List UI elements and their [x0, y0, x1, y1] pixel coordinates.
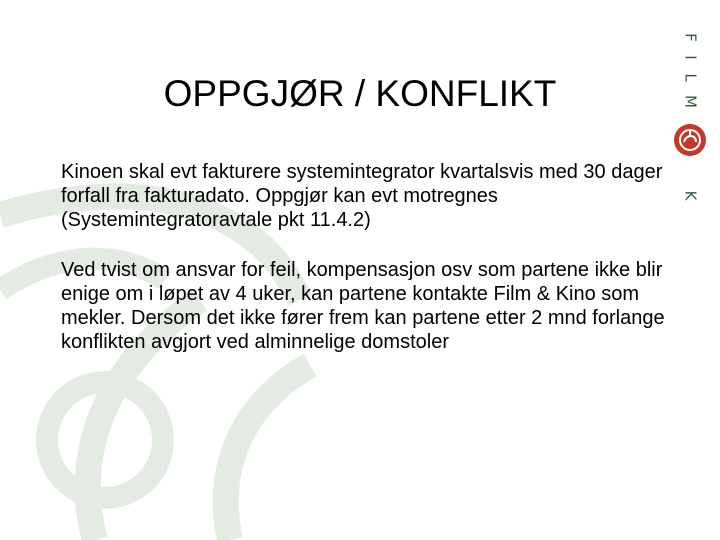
film-og-kino-brand — [668, 30, 712, 210]
brand-letter-f: F — [681, 33, 700, 42]
bullet-list — [61, 160, 681, 380]
brand-letter-m: M — [681, 95, 700, 108]
film-og-kino-logo-icon — [672, 122, 708, 158]
bullet-item-invoicing: Kinoen skal evt fakturere systemintegrator kvartalsvis med 30 dager forfall fra fakturadato. Oppgjør kan evt motregnes (Systemintegratoravtale pkt 11.4.2) — [61, 161, 663, 231]
bullet-item-dispute: Ved tvist om ansvar for feil, kompensasjon osv som partene ikke blir enige om i løpet av 4 uker, kan partene kontakte Film & Kino som mekler. Dersom det ikke fører frem kan partene etter 2 mnd forlange konflikten avgjort ved alminnelige domstoler — [61, 259, 665, 353]
brand-letter-k: K — [681, 190, 700, 201]
slide-title: OPPGJØR / KONFLIKT — [163, 73, 557, 114]
brand-letter-l: L — [681, 73, 700, 82]
brand-letter-i: I — [681, 55, 700, 60]
